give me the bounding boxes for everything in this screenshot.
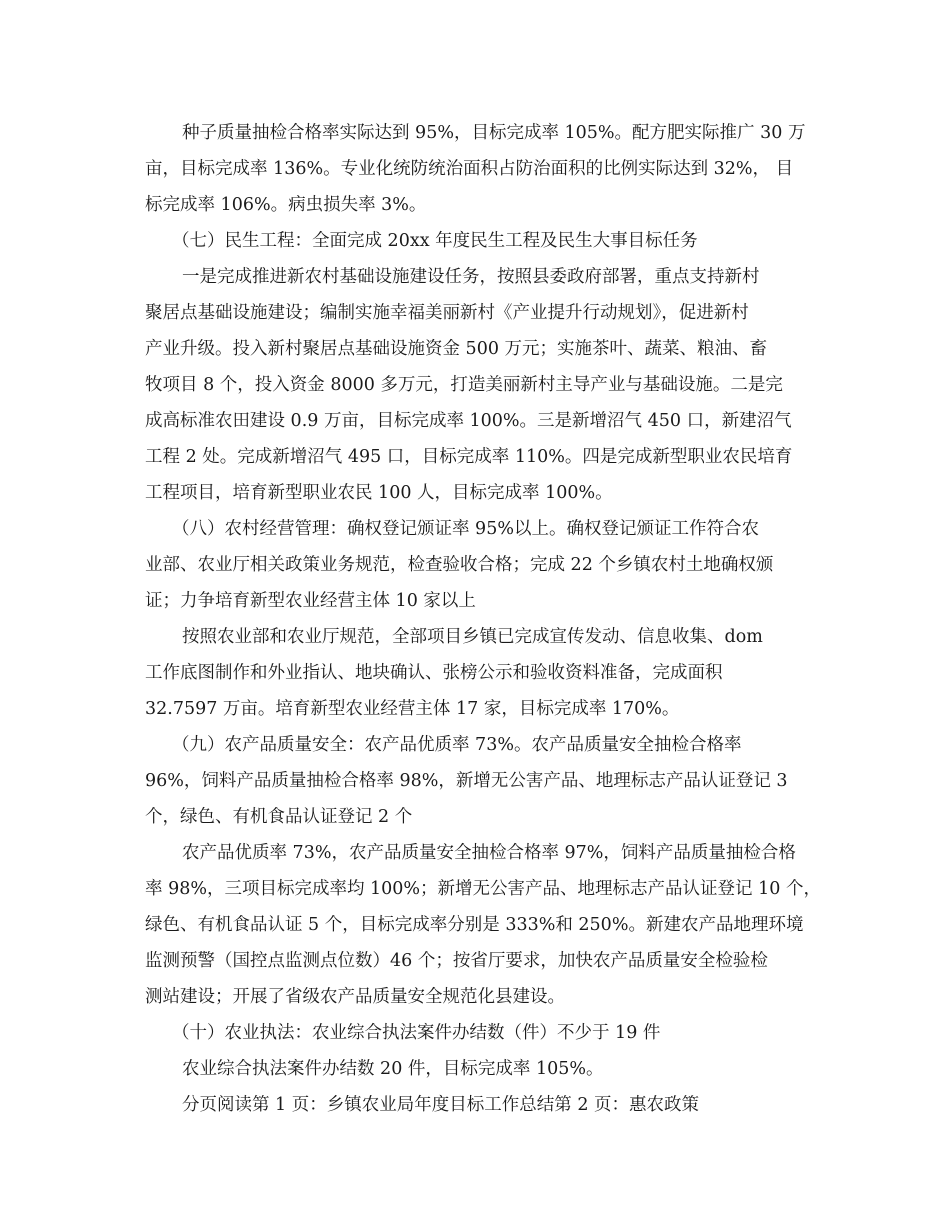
section-heading: （十）农业执法：农业综合执法案件办结数（件）不少于 19 件 — [172, 1023, 661, 1043]
text-line: 按照农业部和农业厅规范，全部项目乡镇已完成宣传发动、信息收集、dom — [182, 627, 763, 647]
text-line: 亩，目标完成率 136%。专业化统防统治面积占防治面积的比例实际达到 32%， 目 — [145, 159, 794, 179]
text-line: 工作底图制作和外业指认、地块确认、张榜公示和验收资料准备，完成面积 — [145, 663, 723, 683]
text-line: 工程 2 处。完成新增沼气 495 口，目标完成率 110%。四是完成新型职业农民培育 — [145, 447, 793, 467]
text-line: 测站建设；开展了省级农产品质量安全规范化县建设。 — [145, 987, 565, 1007]
text-line: 业部、农业厅相关政策业务规范，检查验收合格；完成 22 个乡镇农村土地确权颁 — [145, 555, 774, 575]
text-line: 种子质量抽检合格率实际达到 95%，目标完成率 105%。配方肥实际推广 30 万 — [182, 123, 806, 143]
text-line: 农业综合执法案件办结数 20 件，目标完成率 105%。 — [182, 1059, 604, 1079]
text-line: 牧项目 8 个，投入资金 8000 多万元，打造美丽新村主导产业与基础设施。二是完 — [145, 375, 783, 395]
section-heading: （九）农产品质量安全：农产品优质率 73%。农产品质量安全抽检合格率 — [172, 735, 742, 755]
text-line: 监测预警（国控点监测点位数）46 个；按省厅要求，加快农产品质量安全检验检 — [145, 951, 768, 971]
text-line: 32.7597 万亩。培育新型农业经营主体 17 家，目标完成率 170%。 — [145, 699, 680, 719]
text-line: 个，绿色、有机食品认证登记 2 个 — [145, 807, 413, 827]
section-heading: （七）民生工程：全面完成 20xx 年度民生工程及民生大事目标任务 — [172, 231, 698, 251]
text-line: 工程项目，培育新型职业农民 100 人，目标完成率 100%。 — [145, 483, 613, 503]
text-line: 绿色、有机食品认证 5 个，目标完成率分别是 333%和 250%。新建农产品地理环境 — [145, 915, 804, 935]
page-navigation-text: 分页阅读第 1 页：乡镇农业局年度目标工作总结第 2 页：惠农政策 — [182, 1095, 700, 1115]
text-line: 标完成率 106%。病虫损失率 3%。 — [145, 195, 427, 215]
text-line: 证；力争培育新型农业经营主体 10 家以上 — [145, 591, 476, 611]
text-line: 聚居点基础设施建设；编制实施幸福美丽新村《产业提升行动规划》，促进新村 — [145, 303, 749, 323]
text-line: 产业升级。投入新村聚居点基础设施资金 500 万元；实施茶叶、蔬菜、粮油、畜 — [145, 339, 768, 359]
text-line: 农产品优质率 73%，农产品质量安全抽检合格率 97%，饲料产品质量抽检合格 — [182, 843, 796, 863]
text-line: 成高标准农田建设 0.9 万亩，目标完成率 100%。三是新增沼气 450 口，新建沼气 — [145, 411, 792, 431]
text-line: 96%，饲料产品质量抽检合格率 98%，新增无公害产品、地理标志产品认证登记 3 — [145, 771, 788, 791]
text-line: 率 98%，三项目标完成率均 100%；新增无公害产品、地理标志产品认证登记 10 个， — [145, 879, 821, 899]
text-line: 一是完成推进新农村基础设施建设任务，按照县委政府部署，重点支持新村 — [182, 267, 760, 287]
section-heading: （八）农村经营管理：确权登记颁证率 95%以上。确权登记颁证工作符合农 — [172, 519, 759, 539]
